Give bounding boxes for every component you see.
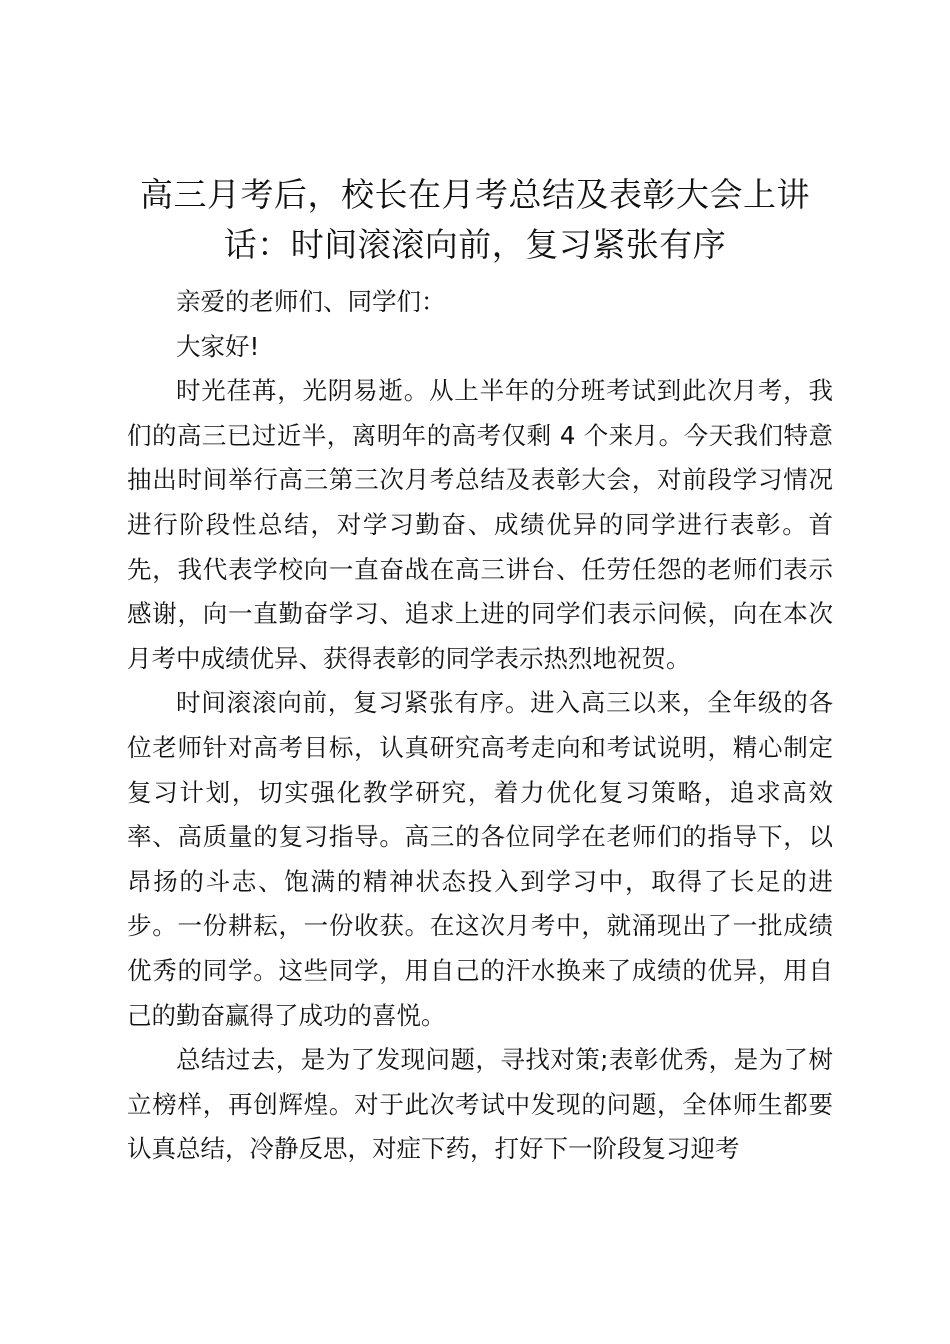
document-title: 高三月考后，校长在月考总结及表彰大会上讲话：时间滚滚向前，复习紧张有序 [140,175,810,264]
paragraph-3: 总结过去，是为了发现问题，寻找对策;表彰优秀，是为了树立榜样，再创辉煌。对于此次考试中发现的问题，全体师生都要认真总结，冷静反思，对症下药，打好下一阶段复习迎考 [127,1045,833,1164]
salutation: 亲爱的老师们、同学们： [176,287,446,316]
document-body [127,280,833,1172]
paragraph-2: 时间滚滚向前，复习紧张有序。进入高三以来，全年级的各位老师针对高考目标，认真研究高考走向和考试说明，精心制定复习计划，切实强化教学研究，着力优化复习策略，追求高效率、高质量的复习指导。高三的各位同学在老师们的指导下，以昂扬的斗志、饱满的精神状态投入到学习中，取得了长足的进步。一份耕耘，一份收获。在这次月考中，就涌现出了一批成绩优秀的同学。这些同学，用自己的汗水换来了成绩的优异，用自己的勤奋赢得了成功的喜悦。 [127,688,833,1030]
paragraph-1: 时光荏苒，光阴易逝。从上半年的分班考试到此次月考，我们的高三已过近半，离明年的高考仅剩 4 个来月。今天我们特意抽出时间举行高三第三次月考总结及表彰大会，对前段学习情况进行阶段性总结，对学习勤奋、成绩优异的同学进行表彰。首先，我代表学校向一直奋战在高三讲台、任劳任怨的老师们表示感谢，向一直勤奋学习、追求上进的同学们表示问候，向在本次月考中成绩优异、获得表彰的同学表示热烈地祝贺。 [127,376,833,673]
greeting: 大家好! [176,331,260,361]
